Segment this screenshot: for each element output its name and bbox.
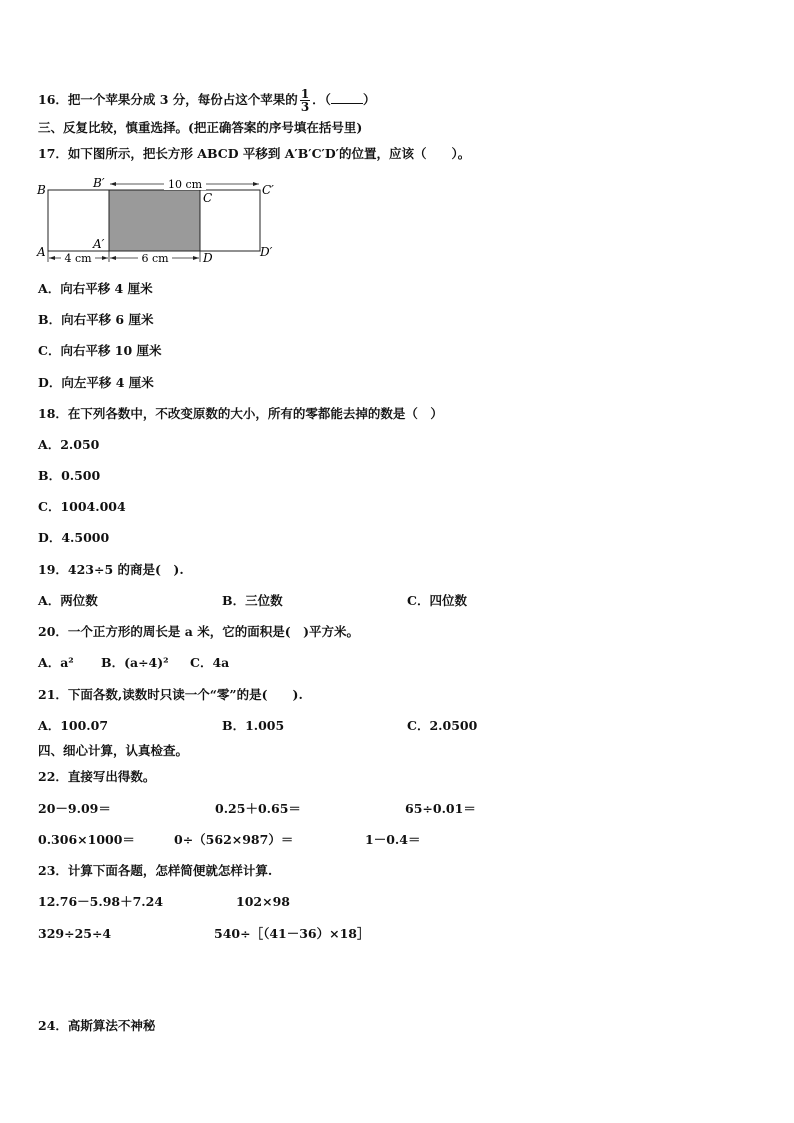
dim-mid-label: 6 cm: [141, 252, 169, 265]
question-19-stem: 19．423÷5 的商是( ).: [38, 562, 184, 577]
q17-option-a[interactable]: A．向右平移 4 厘米: [38, 281, 153, 296]
question-17-stem: 17．如下图所示，把长方形 ABCD 平移到 A′B′C′D′的位置，应该（ ）。: [38, 146, 471, 161]
question-20-stem: 20．一个正方形的周长是 a 米，它的面积是( )平方米。: [38, 624, 360, 639]
q21-option-a[interactable]: A．100.07: [38, 718, 109, 733]
q23-item: 102×98: [236, 894, 290, 909]
q23-item: 12.76－5.98＋7.24: [38, 894, 164, 909]
q18-option-d[interactable]: D．4.5000: [38, 530, 110, 545]
q21-option-c[interactable]: C．2.0500: [407, 718, 478, 733]
question-18-stem: 18．在下列各数中，不改变原数的大小，所有的零都能去掉的数是（ ）: [38, 406, 443, 421]
q18-option-a[interactable]: A．2.050: [38, 437, 100, 452]
q20-option-a[interactable]: A．a²: [38, 655, 74, 670]
label-B: B: [37, 183, 46, 197]
label-A: A: [37, 245, 46, 259]
arrow-right-icon: [253, 182, 259, 186]
q21-option-b[interactable]: B．1.005: [222, 718, 285, 733]
q22-item: 0÷（562×987）＝: [174, 832, 294, 847]
fraction-denominator: 3: [300, 100, 310, 114]
q16-close-paren: ）: [362, 92, 376, 107]
dim-left-label: 4 cm: [64, 252, 92, 265]
arrow-left-icon: [110, 256, 116, 260]
q19-option-c[interactable]: C．四位数: [407, 593, 467, 608]
answer-blank[interactable]: [331, 92, 363, 104]
q19-option-b[interactable]: B．三位数: [222, 593, 283, 608]
question-16: [38, 88, 375, 113]
q22-item: 0.306×1000＝: [38, 832, 135, 847]
arrow-left-icon: [110, 182, 116, 186]
question-21-stem: 21．下面各数,读数时只读一个“零”的是( ).: [38, 687, 303, 702]
q18-option-b[interactable]: B．0.500: [38, 468, 101, 483]
q17-option-b[interactable]: B．向右平移 6 厘米: [38, 312, 154, 327]
q16-text: 16．把一个苹果分成 3 分，每份占这个苹果的: [38, 92, 298, 107]
q22-item: 0.25＋0.65＝: [215, 801, 301, 816]
arrow-left-icon: [49, 256, 55, 260]
label-B-prime: B′: [93, 176, 105, 190]
arrow-right-icon: [193, 256, 199, 260]
label-D-prime: D′: [260, 245, 273, 259]
q22-item: 65÷0.01＝: [405, 801, 476, 816]
question-24-stem: 24．高斯算法不神秘: [38, 1018, 156, 1033]
q22-item: 1－0.4＝: [365, 832, 421, 847]
q23-item: 329÷25÷4: [38, 926, 112, 941]
q19-option-a[interactable]: A．两位数: [38, 593, 98, 608]
label-D: D: [203, 251, 213, 265]
question-23-stem: 23．计算下面各题，怎样简便就怎样计算.: [38, 863, 273, 878]
question-22-stem: 22．直接写出得数。: [38, 769, 156, 784]
q16-open-paren: ．（: [312, 92, 331, 107]
label-A-prime: A′: [93, 237, 105, 251]
q22-item: 20－9.09＝: [38, 801, 111, 816]
q17-option-c[interactable]: C．向右平移 10 厘米: [38, 343, 162, 358]
translation-figure: [34, 176, 274, 268]
section-3-heading: 三、反复比较，慎重选择。(把正确答案的序号填在括号里): [38, 120, 363, 135]
q17-option-d[interactable]: D．向左平移 4 厘米: [38, 375, 154, 390]
section-4-heading: 四、细心计算，认真检查。: [38, 743, 189, 758]
dim-top-label: 10 cm: [167, 178, 203, 191]
label-C-prime: C′: [262, 183, 274, 197]
overlap-shaded: [109, 190, 200, 251]
q20-option-c[interactable]: C．4a: [190, 655, 230, 670]
q20-option-b[interactable]: B．(a÷4)²: [101, 655, 169, 670]
fraction-numerator: 1: [300, 87, 310, 101]
fraction: [300, 88, 310, 113]
arrow-right-icon: [102, 256, 108, 260]
label-C: C: [203, 191, 213, 205]
q18-option-c[interactable]: C．1004.004: [38, 499, 126, 514]
q23-item: 540÷［（41－36）×18］: [214, 926, 370, 941]
